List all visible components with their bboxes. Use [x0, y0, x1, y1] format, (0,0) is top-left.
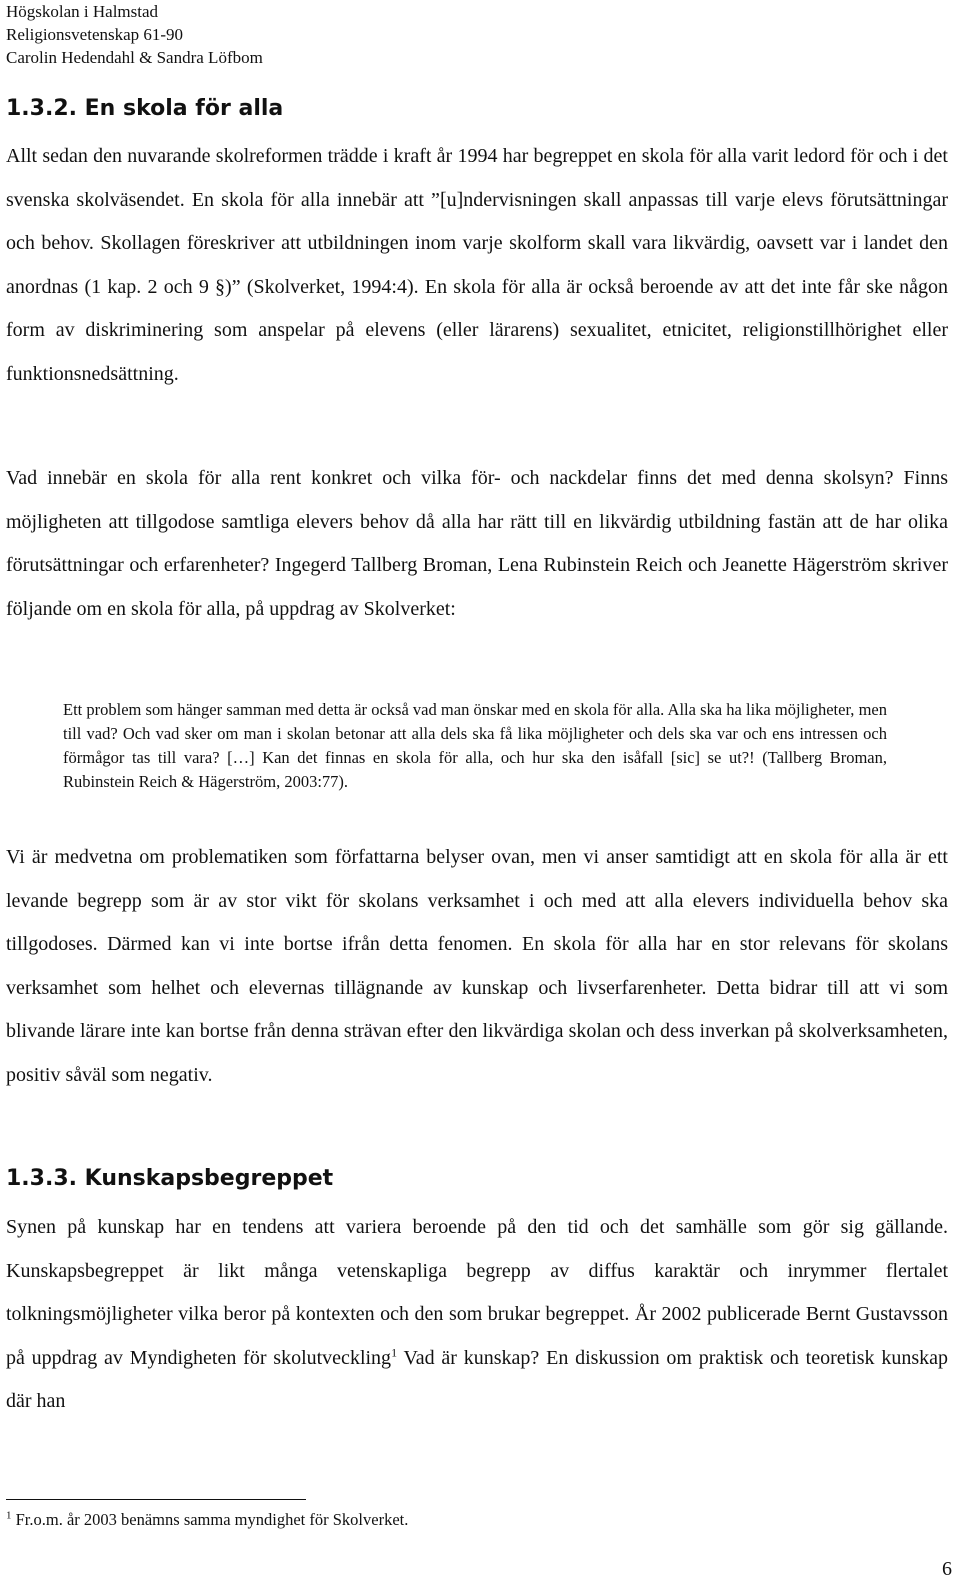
paragraph-text-after-note: Vad är kunskap? En diskussion om praktisk och teoretisk kunskap där han: [6, 1346, 949, 1413]
footnote-reference: 1: [391, 1345, 398, 1360]
paragraph-school-for-all-intro: Allt sedan den nuvarande skolreformen trädde i kraft år 1994 har begreppet en skola för alla varit ledord för och i det svenska skolväsendet. En skola för alla innebär att ”[u]ndervisningen skall anpassas till varje elevs förutsättningar och behov. Skollagen föreskriver att utbildningen inom varje skolform skall vara likvärdig, oavsett var i landet den anordnas (1 kap. 2 och 9 §)” (Skolverket, 1994:4). En skola för alla är också beroende av att det inte får ske någon form av diskriminering som anspelar på elevens (eller lärarens) sexualitet, etnicitet, religionstillhörighet eller funktionsnedsättning.: [6, 145, 948, 385]
paragraph-school-for-all-questions: Vad innebär en skola för alla rent konkret och vilka för- och nackdelar finns det med denna skolsyn? Finns möjligheten att tillgodose samtliga elevers behov då alla har rätt till en likvärdig utbildning fastän att de har olika förutsättningar och erfarenheter? Ingegerd Tallberg Broman, Lena Rubinstein Reich och Jeanette Hägerström skriver följande om en skola för alla, på uppdrag av Skolverket:: [6, 467, 948, 620]
header-institution: Högskolan i Halmstad: [6, 2, 159, 21]
section-heading-1-3-3: 1.3.3. Kunskapsbegreppet: [6, 1166, 334, 1191]
page-number: 6: [942, 1558, 952, 1580]
paragraph-text-before-note: Synen på kunskap har en tendens att variera beroende på den tid och det samhälle som gör sig gällande. Kunskapsbegreppet är likt många vetenskapliga begrepp av diffus karaktär och inrymmer flertalet tolkningsmöjligheter vilka beror på kontexten och den som brukar begreppet. År 2002 publicerade Bernt Gustavsson på uppdrag av Myndigheten för skolutveckling: [6, 1216, 948, 1369]
section-heading-1-3-2: 1.3.2. En skola för alla: [6, 96, 284, 121]
footnote: [6, 1508, 408, 1532]
paragraph-school-for-all-discussion: Vi är medvetna om problematiken som författarna belyser ovan, men vi anser samtidigt att en skola för alla är ett levande begrepp som är av stor vikt för skolans verksamhet i och med att alla elevers individuella behov ska tillgodoses. Därmed kan vi inte bortse ifrån detta fenomen. En skola för alla har en stor relevans för skolans verksamhet som helhet och elevernas tillägnande av kunskap och livserfarenheter. Detta bidrar till att vi som blivande lärare inte kan bortse från denna strävan efter den likvärdiga skolan och dess inverkan på skolverksamheten, positiv såväl som negativ.: [6, 846, 948, 1086]
document-header: [6, 0, 263, 69]
header-authors: Carolin Hedendahl & Sandra Löfbom: [6, 48, 263, 67]
footnote-divider: [6, 1499, 306, 1500]
block-quote: Ett problem som hänger samman med detta är också vad man önskar med en skola för alla. Alla ska ha lika möjligheter, men till vad? Och vad sker om man i skolan betonar att alla dels ska få lika möjligheter och dels ska var och ens intressen och förmågor tas till vara? […] Kan det finnas en skola för alla, och hur ska den isåfall [sic] se ut?! (Tallberg Broman, Rubinstein Reich & Hägerström, 2003:77).: [63, 700, 887, 791]
footnote-text: Fr.o.m. år 2003 benämns samma myndighet för Skolverket.: [11, 1510, 409, 1529]
paragraph-knowledge-concept: [6, 1206, 948, 1424]
header-course: Religionsvetenskap 61-90: [6, 25, 184, 44]
footnote-marker: 1: [6, 1509, 12, 1522]
